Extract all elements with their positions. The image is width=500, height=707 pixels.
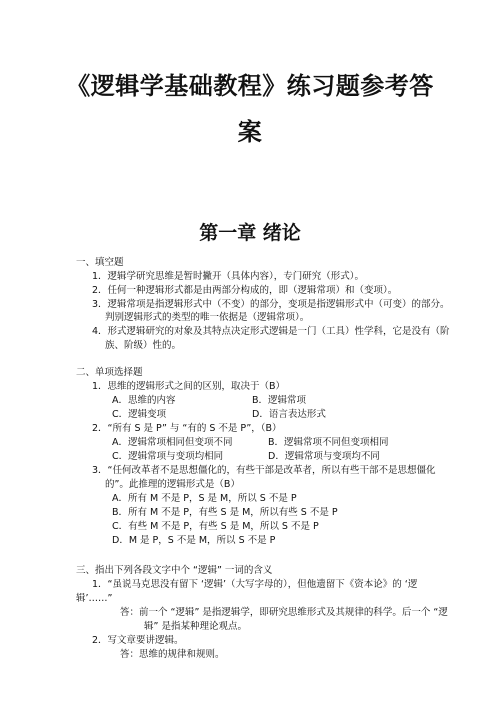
answer-option: C．逻辑变项 — [112, 409, 167, 420]
answer-option: C．有些 M 不是 P，有些 S 是 M，所以 S 不是 P — [112, 521, 319, 532]
chapter-heading: 第一章 绪论 — [199, 222, 301, 244]
question-text: 2．“所有 S 是 P” 与 “有的 S 不是 P”，（B） — [92, 423, 282, 434]
answer-text: 答：思维的规律和规则。 — [120, 649, 225, 660]
question-text: 1．思维的逻辑形式之间的区别，取决于（B） — [92, 381, 286, 392]
answer-option: A．思维的内容 — [112, 395, 176, 406]
answer-text: 答：前一个 “逻辑” 是指逻辑学，即研究思维形式及其规律的科学。后一个 “逻 — [120, 607, 448, 618]
section-heading-single-choice: 二、单项选择题 — [76, 367, 143, 378]
document-title-line-1: 《逻辑学基础教程》练习题参考答 — [66, 72, 434, 100]
answer-option: B．所有 M 不是 P，有些 S 是 M，所以有些 S 不是 P — [112, 507, 338, 518]
question-text: 2．任何一种逻辑形式都是由两部分构成的，即（逻辑常项）和（变项）。 — [92, 285, 398, 296]
question-text-continued: 的”。此推理的逻辑形式是（B） — [105, 479, 240, 490]
question-text: 3．“任何改革者不是思想僵化的，有些干部是改革者，所以有些干部不是思想僵化 — [92, 465, 436, 476]
answer-option: D．语言表达形式 — [252, 409, 326, 420]
answer-text-continued: 辑” 是指某种理论观点。 — [144, 621, 247, 632]
question-text: 4．形式逻辑研究的对象及其特点决定形式逻辑是一门（工具）性学科，它是没有（阶 — [92, 326, 450, 337]
answer-option: A．逻辑常项相同但变项不同 — [112, 437, 233, 448]
answer-option: B．逻辑常项不同但变项相同 — [268, 437, 389, 448]
document-title — [0, 66, 500, 152]
question-text: 1．逻辑学研究思维是暂时撇开（具体内容），专门研究（形式）。 — [92, 271, 365, 282]
document-title-line-2: 案 — [237, 118, 263, 146]
question-text-continued: 辑’……” — [76, 593, 113, 604]
question-text-continued: 族、阶级）性的。 — [105, 340, 182, 351]
answer-option: A．所有 M 不是 P，S 是 M，所以 S 不是 P — [112, 493, 297, 504]
question-text: 1．“虽说马克思没有留下 ‘逻辑’（大写字母的），但他遗留下《资本论》的 ‘逻 — [92, 579, 418, 590]
answer-option: B．逻辑常项 — [252, 395, 307, 406]
question-text: 3．逻辑常项是指逻辑形式中（不变）的部分，变项是指逻辑形式中（可变）的部分。 — [92, 299, 450, 310]
answer-option: D．逻辑常项与变项均不同 — [268, 451, 380, 462]
answer-option: C．逻辑常项与变项均相同 — [112, 451, 224, 462]
section-heading-fill-in: 一、填空题 — [76, 257, 124, 268]
question-text: 2．写文章要讲逻辑。 — [92, 635, 184, 646]
section-heading-word-meaning: 三、指出下列各段文字中个 “逻辑” 一词的含义 — [76, 565, 273, 576]
answer-option: D．M 是 P，S 不是 M，所以 S 不是 P — [112, 535, 276, 546]
question-text-continued: 判别逻辑形式的类型的唯一依据是（逻辑常项）。 — [105, 312, 310, 323]
